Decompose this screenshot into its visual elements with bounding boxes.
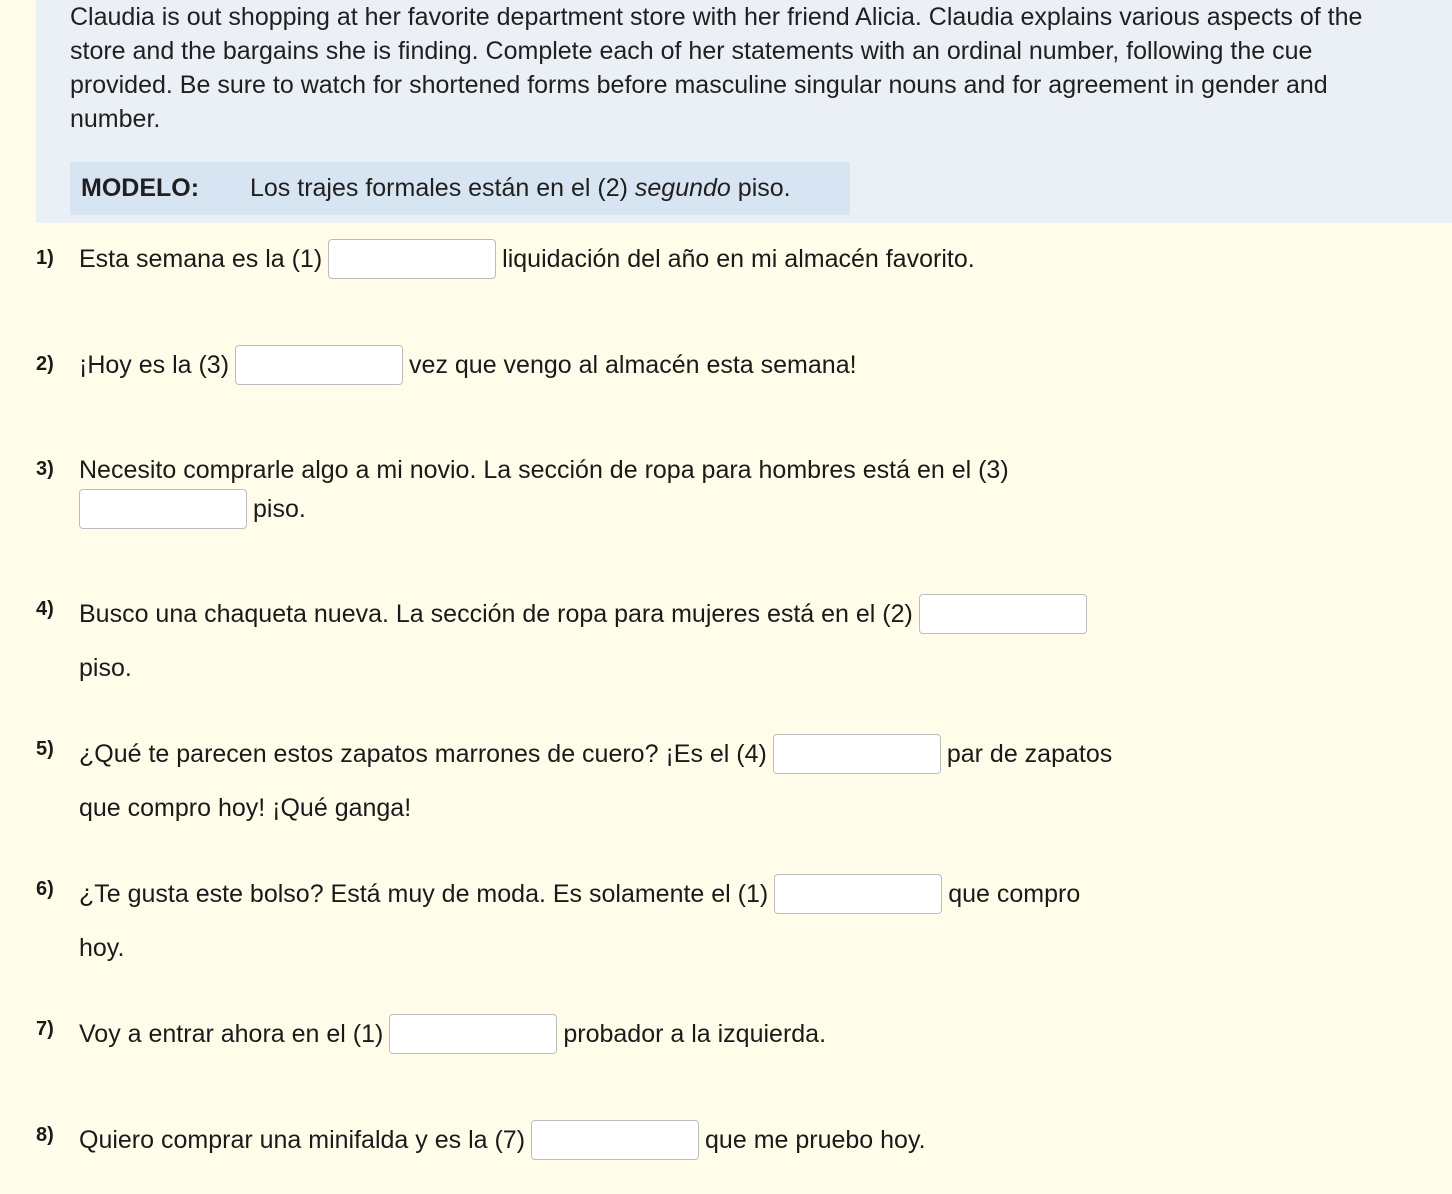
answer-input-8[interactable] — [531, 1120, 699, 1160]
item-text-after-continued: que compro hoy! ¡Qué ganga! — [79, 793, 412, 822]
answer-input-3[interactable] — [79, 489, 247, 529]
item-text-after: piso. — [79, 653, 132, 682]
item-number: 7) — [36, 1018, 54, 1040]
answer-input-1[interactable] — [328, 239, 496, 279]
item-text-after: par de zapatos — [946, 739, 1113, 768]
item-text-after: vez que vengo al almacén esta semana! — [409, 350, 857, 379]
instructions-panel — [36, 0, 1452, 223]
item-number: 8) — [36, 1124, 54, 1146]
item-text-before: ¡Hoy es la (3) — [79, 350, 230, 379]
item-text-before: ¿Qué te parecen estos zapatos marrones de cuero? ¡Es el (4) — [79, 739, 767, 768]
answer-input-4[interactable] — [919, 594, 1087, 634]
item-text-after-continued: hoy. — [79, 933, 125, 962]
item-number: 4) — [36, 598, 54, 620]
instructions-text: Claudia is out shopping at her favorite department store with her friend Alicia. Claudia explains various aspects of the store and the bargains she is finding. Complete each of her statements with an ordinal number, following the cue provided. Be sure to watch for shortened forms before masculine singular nouns and for agreement in gender and number. — [70, 3, 1363, 133]
modelo-answer: segundo — [634, 174, 731, 202]
answer-input-2[interactable] — [235, 345, 403, 385]
item-number: 5) — [36, 738, 54, 760]
item-text-before: Esta semana es la (1) — [79, 244, 323, 273]
item-text-before: ¿Te gusta este bolso? Está muy de moda. Es solamente el (1) — [79, 879, 769, 908]
answer-input-6[interactable] — [774, 874, 942, 914]
item-text-before: Quiero comprar una minifalda y es la (7) — [79, 1125, 526, 1154]
answer-input-5[interactable] — [773, 734, 941, 774]
item-text-after: liquidación del año en mi almacén favorito. — [502, 244, 975, 273]
item-text-after: que me pruebo hoy. — [705, 1125, 926, 1154]
modelo-before: Los trajes formales están en el (2) — [250, 174, 635, 202]
item-text-before: Busco una chaqueta nueva. La sección de ropa para mujeres está en el (2) — [79, 599, 913, 628]
item-text-before: Voy a entrar ahora en el (1) — [79, 1019, 384, 1048]
item-number: 6) — [36, 878, 54, 900]
item-number: 2) — [36, 353, 54, 375]
answer-input-7[interactable] — [389, 1014, 557, 1054]
item-text-after: probador a la izquierda. — [563, 1019, 827, 1048]
item-text-after: piso. — [253, 494, 306, 523]
item-number: 3) — [36, 458, 54, 480]
item-text-before: Necesito comprarle algo a mi novio. La sección de ropa para hombres está en el (3) — [79, 455, 1009, 484]
modelo-sentence — [250, 162, 791, 215]
modelo-after: piso. — [730, 174, 791, 202]
item-number: 1) — [36, 247, 54, 269]
modelo-box — [70, 162, 850, 215]
modelo-label: MODELO: — [81, 174, 200, 202]
item-text-after: que compro — [948, 879, 1081, 908]
